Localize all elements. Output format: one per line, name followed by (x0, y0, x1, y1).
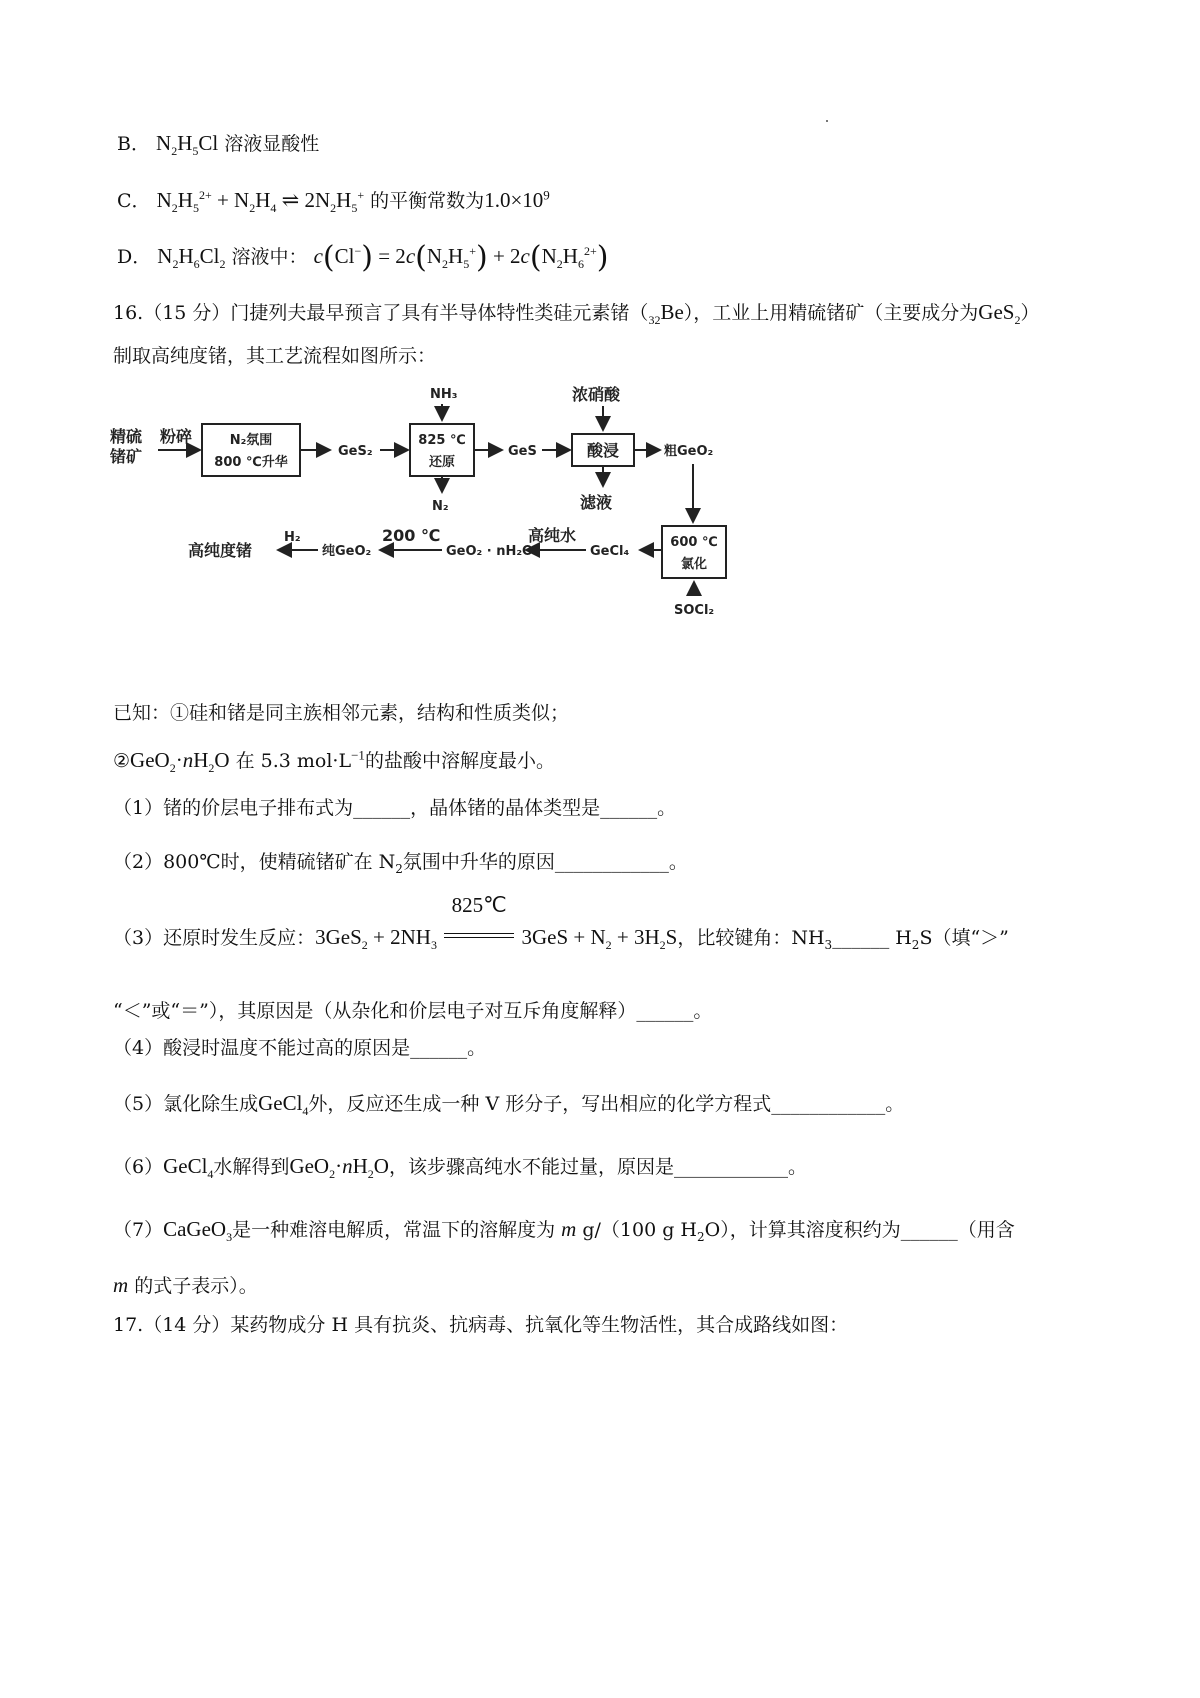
flow-box1-line2: 800 ℃升华 (214, 455, 288, 470)
equilibrium-equation: $N_2H_5^{2+} + N_2H_4$ ⇌ $2N_2H_5^+$ (156, 188, 365, 216)
question-2: （2）800℃时，使精硫锗矿在 $N_2$氛围中升华的原因____________。 (113, 851, 688, 876)
formula-ges2: GeS$_2$ (978, 300, 1021, 328)
flow-ore-1: 精硫 (110, 427, 143, 446)
flow-box4-line2: 氯化 (680, 557, 708, 572)
question-3: （3）还原时发生反应：$3GeS_2 + 2NH_3$ 825℃ $3GeS + N_2 + 3H_2S$，比较键角：$NH_3\_\_\_\_\_\_$ $H_2S$（填“＞” (113, 893, 1009, 953)
q16-header: 16.（15 分）门捷列夫最早预言了具有半导体特性类硅元素锗$(_{32}Be)$，工业上用精硫锗矿（主要成分为GeS$_2$） (113, 300, 1040, 328)
flow-socl2: SOCl₂ (674, 603, 715, 618)
question-1: （1）锗的价层电子排布式为______，晶体锗的晶体类型是______。 (113, 797, 677, 819)
flow-box1-line1: N₂氛围 (229, 433, 273, 448)
formula-geo2-hydrate: $GeO_2\cdot nH_2O$ (130, 748, 230, 776)
stray-dot (826, 120, 828, 122)
flow-crush-label: 粉碎 (160, 427, 193, 446)
flow-crude-geo2: 粗GeO₂ (664, 444, 714, 459)
flow-ges: GeS (508, 444, 537, 459)
flow-product: 高纯度锗 (188, 541, 253, 560)
option-c: C． $N_2H_5^{2+} + N_2H_4$ ⇌ $2N_2H_5^+$ 的平衡常数为$1.0\times 10^9$ (117, 187, 550, 216)
flow-ges2: GeS₂ (338, 444, 373, 459)
flow-nitric-acid: 浓硝酸 (572, 385, 621, 404)
flow-filtrate: 滤液 (580, 493, 613, 512)
question-7: （7）CaGeO$_3$是一种难溶电解质，常温下的溶解度为 m g/（100 g $H_2O$），计算其溶度积约为______（用含 (113, 1217, 1015, 1245)
flow-box2-line2: 还原 (428, 455, 456, 470)
known-2: $②GeO_2\cdot nH_2O$ 在 5.3 $mol\cdot L^{-1}$的盐酸中溶解度最小。 (113, 747, 555, 776)
process-flow-diagram (110, 380, 810, 620)
formula-cageo3: CaGeO$_3$ (163, 1217, 233, 1245)
question-3-line2: “＜”或“＝”），其原因是（从杂化和价层电子对互斥角度解释）______。 (113, 1000, 713, 1022)
flow-h2: H₂ (284, 530, 301, 545)
flow-box2-line1: 825 ℃ (418, 433, 466, 448)
flow-pure-geo2: 纯GeO₂ (322, 544, 372, 559)
flow-ore-2: 锗矿 (110, 447, 143, 466)
option-b: B． $N_2H_5Cl$ 溶液显酸性 (117, 131, 320, 159)
known-1: 已知：①硅和锗是同主族相邻元素，结构和性质类似； (113, 702, 570, 724)
question-5: （5）氯化除生成GeCl$_4$外，反应还生成一种 V 形分子，写出相应的化学方程式____________。 (113, 1091, 905, 1119)
flow-nh3: NH₃ (430, 387, 458, 402)
flow-box3: 酸浸 (586, 441, 620, 460)
reduction-equation: $3GeS_2 + 2NH_3$ 825℃ $3GeS + N_2 + 3H_2S$ (315, 893, 678, 953)
flow-n2: N₂ (432, 499, 449, 514)
q16-header-line2: 制取高纯度锗，其工艺流程如图所示： (113, 345, 437, 367)
q17-header: 17.（14 分）某药物成分 H 具有抗炎、抗病毒、抗氧化等生物活性，其合成路线如图： (113, 1314, 849, 1336)
question-4: （4）酸浸时温度不能过高的原因是______。 (113, 1037, 487, 1059)
flow-gecl4: GeCl₄ (590, 544, 630, 559)
flow-hydrate: GeO₂ · nH₂O (446, 544, 534, 559)
germanium-symbol: $_{32}$Be (648, 300, 684, 328)
question-6: （6）GeCl$_4$水解得到$GeO_2\cdot nH_2O$，该步骤高纯水不能过量，原因是____________。 (113, 1154, 807, 1182)
flow-box4-line1: 600 ℃ (670, 535, 718, 550)
reaction-condition-arrow: 825℃ (442, 924, 516, 948)
formula-gecl4: GeCl$_4$ (258, 1091, 309, 1119)
charge-balance-equation: $c(Cl^-) = 2c(N_2H_5^+) + 2c(N_2H_6^{2+})$ (313, 240, 609, 275)
option-d: D． $N_2H_6Cl_2$ 溶液中： $c(Cl^-) = 2c(N_2H_5^+) + 2c(N_2H_6^{2+})$ (117, 240, 609, 275)
flow-pure-water: 高纯水 (528, 526, 577, 545)
question-7-line2: m 的式子表示）。 (113, 1273, 258, 1297)
formula-n2h5cl: $N_2H_5Cl$ (156, 131, 219, 159)
formula-n2h6cl2: $N_2H_6Cl_2$ (157, 244, 226, 272)
flow-200c: 200 ℃ (382, 526, 441, 545)
